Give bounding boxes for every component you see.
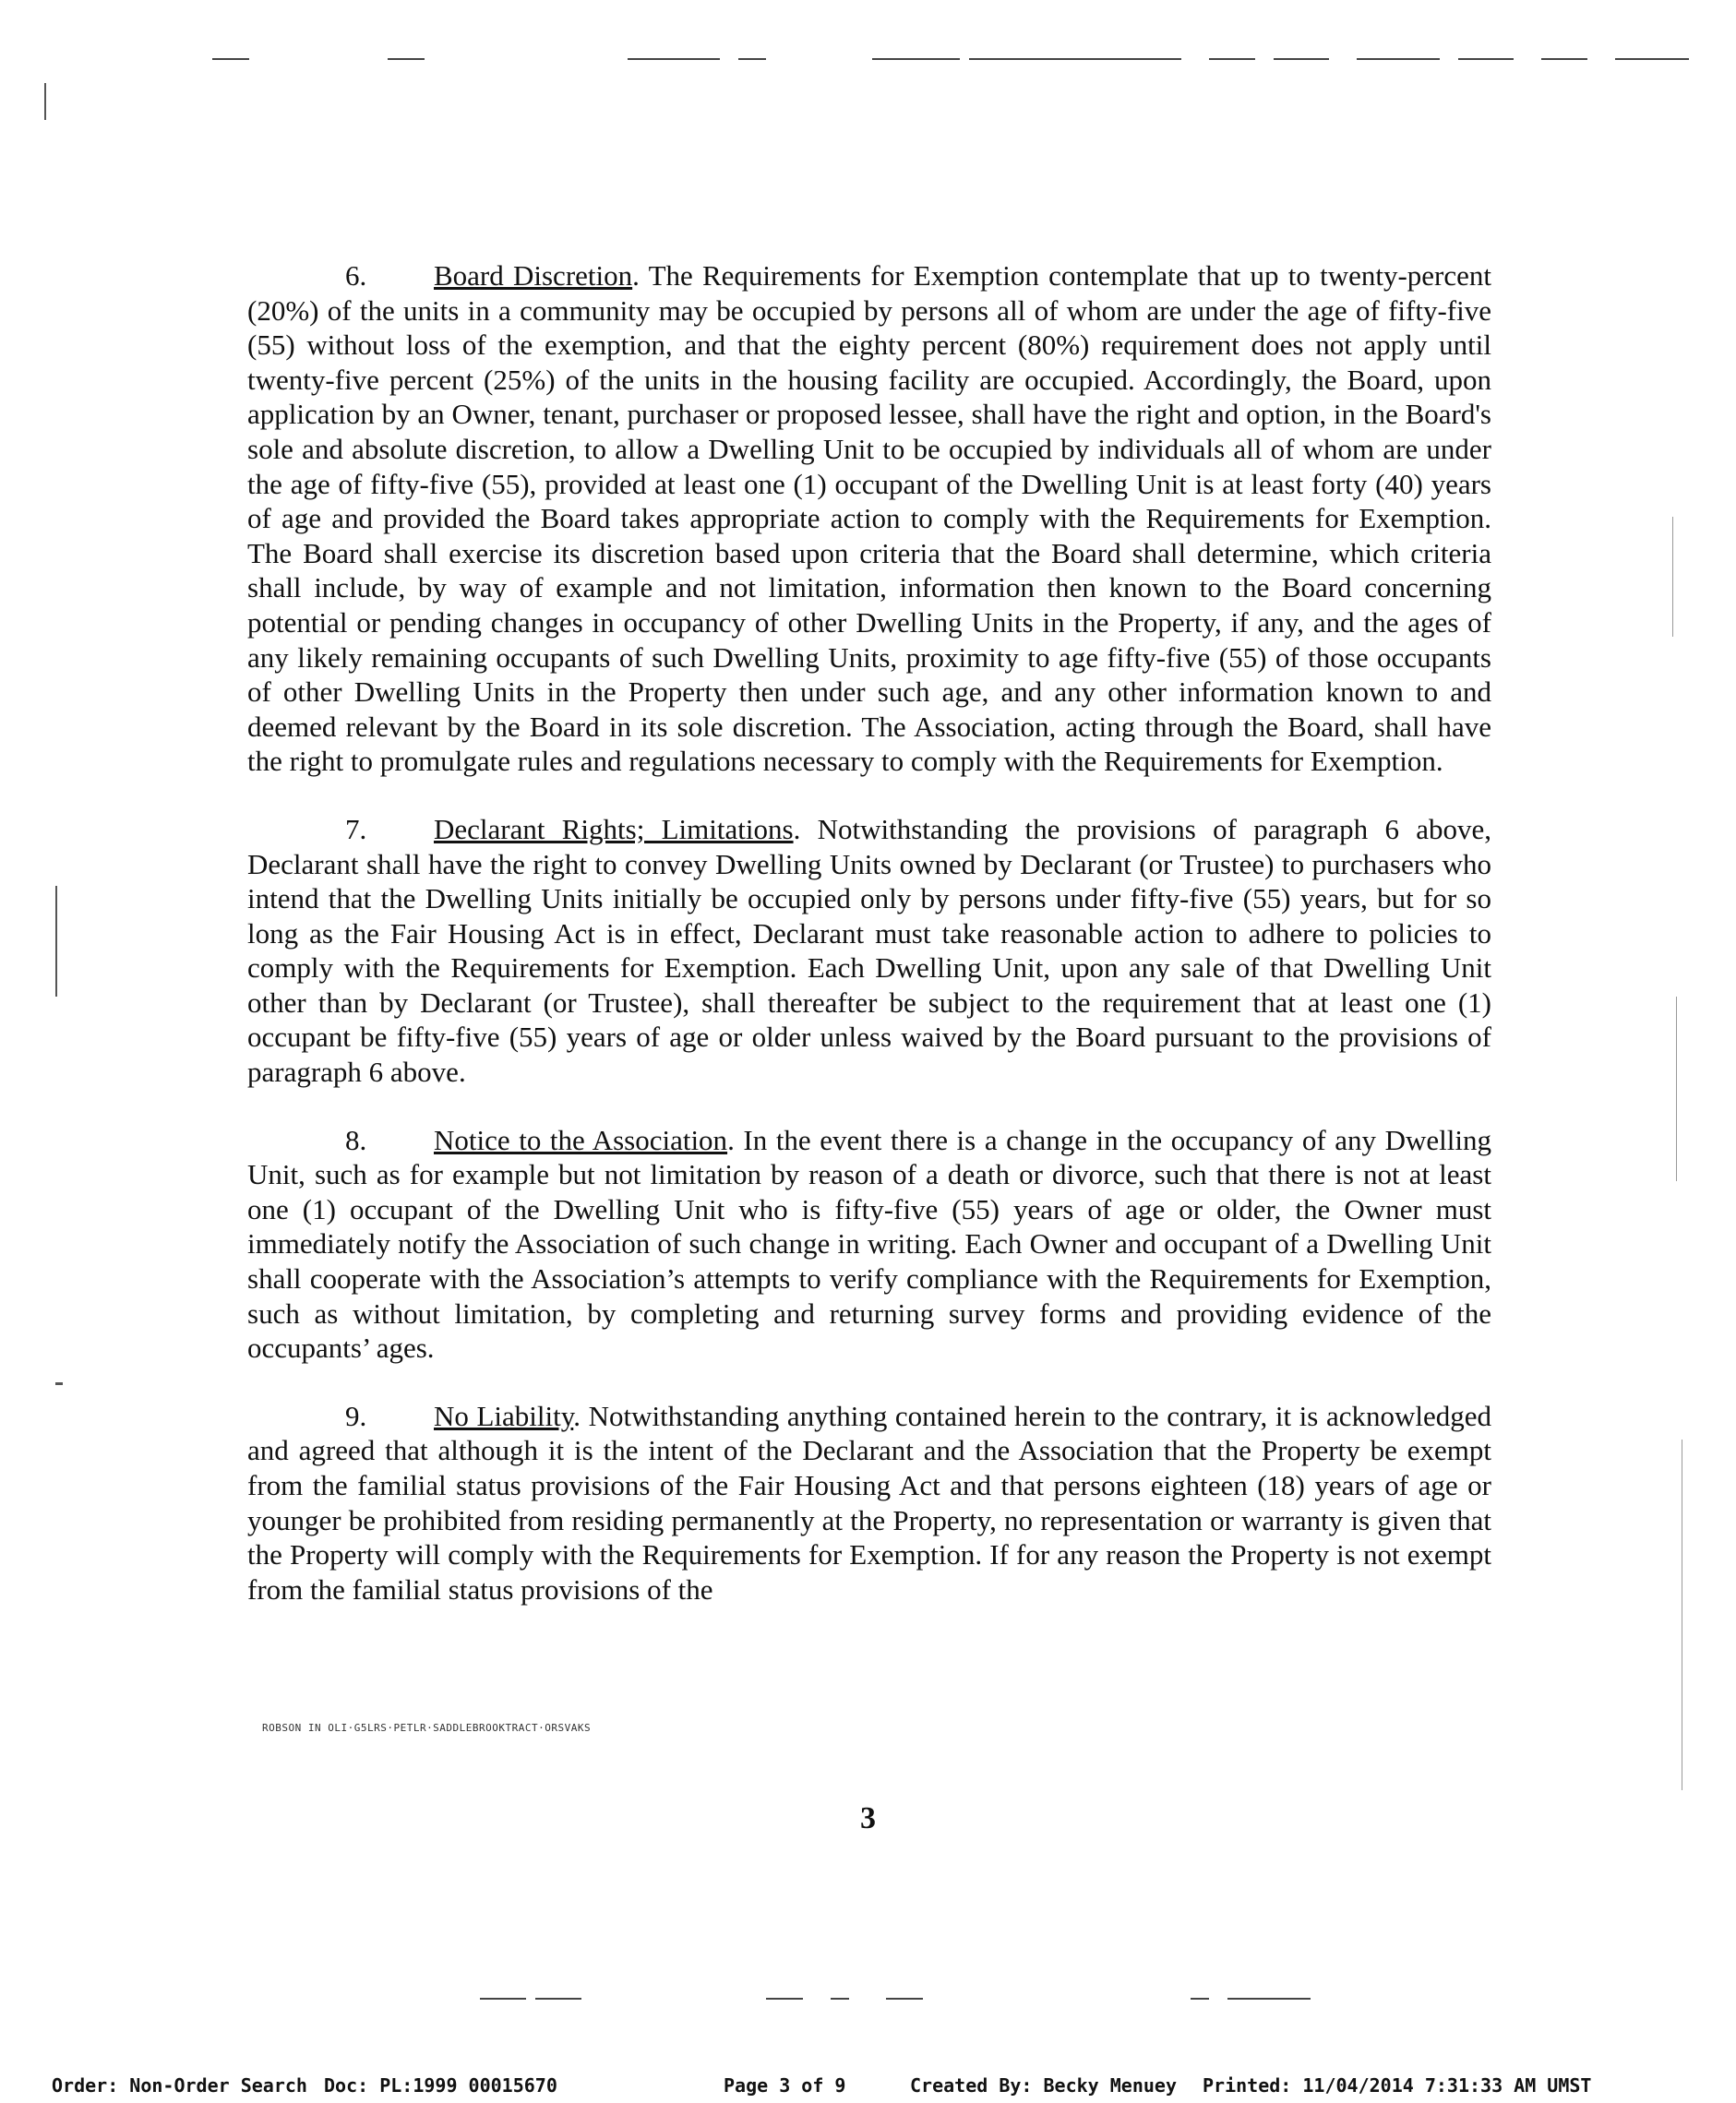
paragraph-number: 6. [345,259,367,292]
paragraph-text: . The Requirements for Exemption contemplate that up to twenty-percent (20%) of the units in a community may be occupied by persons all of whom are under the age of fifty-five (55) without loss of the exemption, and that the eighty percent (80%) requirement does not apply until twenty-five percent (25%) of the units in the housing facility are occupied. Accordingly, the Board, upon application by an Owner, tenant, purchaser or proposed lessee, shall have the right and option, in the Board's sole and absolute discretion, to allow a Dwelling Unit to be occupied by individuals all of whom are under the age of fifty-five (55), provided at least one (1) occupant of the Dwelling Unit is at least forty (40) years of age and provided the Board takes appropriate action to comply with the Requirements for Exemption. The Board shall exercise its discretion based upon criteria that the Board shall determine, which criteria shall include, by way of example and not limitation, information then known to the Board concerning potential or pending changes in occupancy of other Dwelling Units in the Property, if any, and the ages of any likely remaining occupants of such Dwelling Units, proximity to age fifty-five (55) of those occupants of other Dwelling Units in the Property then under such age, and any other information known to and deemed relevant by the Board in its sole discretion. The Association, acting through the Board, shall have the right to promulgate rules and regulations necessary to comply with the Requirements for Exemption. [247,259,1492,778]
paragraph-7 [247,812,1491,1090]
scan-margin-left-mark-1 [44,83,46,120]
scan-margin-right-mark-1 [1672,517,1673,637]
scan-dash-bottom-marks [37,1997,1699,2001]
paragraph-heading: No Liability [434,1399,574,1432]
paragraph-9 [247,1399,1491,1607]
scan-margin-left-mark-3 [55,1382,63,1385]
document-body [247,258,1491,1640]
paragraph-text: . In the event there is a change in the occupancy of any Dwelling Unit, such as for example but not limitation by reason of a death or divorce, such that there is not at least one (1) occupant of the Dwelling Unit who is fifty-five (55) years of age or older, the Owner must immediately notify the Association of such change in writing. Each Owner and occupant of a Dwelling Unit shall cooperate with the Association’s attempts to verify compliance with the Requirements for Exemption, such as without limitation, by completing and returning survey forms and providing evidence of the occupants’ ages. [247,1123,1491,1365]
scan-margin-left-mark-2 [55,886,57,997]
paragraph-number: 7. [345,812,367,845]
paragraph-number: 9. [345,1399,367,1432]
paragraph-6 [247,258,1491,779]
paragraph-heading: Notice to the Association [434,1123,728,1156]
paragraph-8 [247,1123,1491,1366]
paragraph-heading: Board Discretion [434,259,633,292]
scan-dash-bottom [37,1997,1699,1999]
footer-doc: Doc: PL:1999 00015670 [324,2074,557,2097]
scan-dash-top [37,57,1699,59]
file-path-stamp: ROBSON IN OLI·G5LRS·PETLR·SADDLEBROOKTRACT·ORSVAKS [262,1722,592,1734]
footer-created-by: Created By: Becky Menuey [910,2074,1177,2097]
footer-order: Order: Non-Order Search [52,2074,307,2097]
print-footer [52,2074,1704,2098]
footer-printed: Printed: 11/04/2014 7:31:33 AM UMST [1203,2074,1592,2097]
paragraph-text: . Notwithstanding anything contained herein to the contrary, it is acknowledged and agreed that although it is the intent of the Declarant and the Association that the Property be exempt from the familial status provisions of the Fair Housing Act and that persons eighteen (18) years of age or younger be prohibited from residing permanently at the Property, no representation or warranty is given that the Property will comply with the Requirements for Exemption. If for any reason the Property is not exempt from the familial status provisions of the [247,1399,1491,1606]
page-number: 3 [860,1801,876,1835]
paragraph-number: 8. [345,1123,367,1156]
paragraph-text: . Notwithstanding the provisions of paragraph 6 above, Declarant shall have the right to convey Dwelling Units owned by Declarant (or Trustee) to purchasers who intend that the Dwelling Units initially be occupied only by persons under fifty-five (55) years, but for so long as the Fair Housing Act is in effect, Declarant must take reasonable action to adhere to policies to comply with the Requirements for Exemption. Each Dwelling Unit, upon any sale of that Dwelling Unit other than by Declarant (or Trustee), shall thereafter be subject to the requirement that at least one (1) occupant be fifty-five (55) years of age or older unless waived by the Board pursuant to the provisions of paragraph 6 above. [247,812,1491,1089]
scan-dash-top-marks [37,57,1699,61]
paragraph-heading: Declarant Rights; Limitations [434,812,794,845]
footer-page: Page 3 of 9 [724,2074,846,2097]
scan-margin-right-mark-2 [1676,997,1677,1181]
